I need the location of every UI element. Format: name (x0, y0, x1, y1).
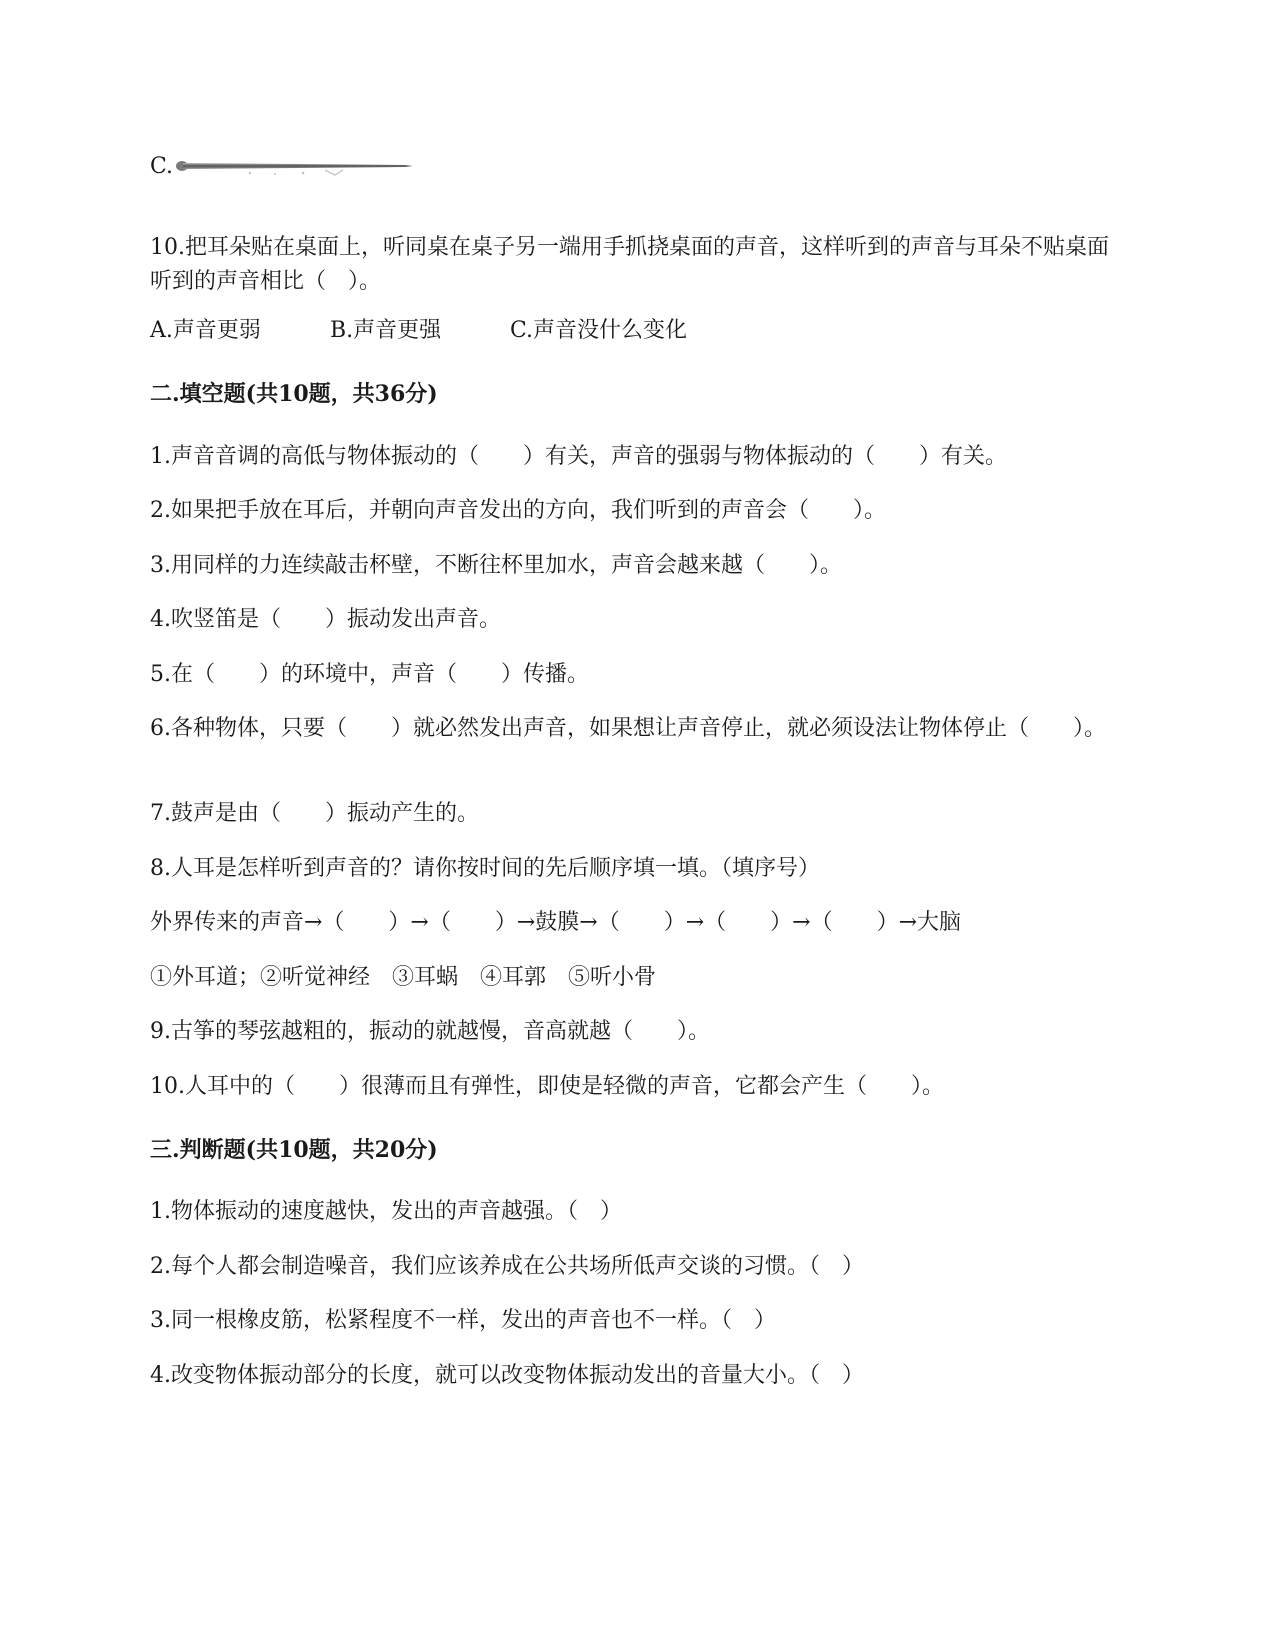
question-10-options (150, 314, 687, 348)
option-c: C.声音没什么变化 (510, 318, 688, 343)
fill-question-1: 1.声音音调的高低与物体振动的（ ）有关，声音的强弱与物体振动的（ ）有关。 (150, 444, 1007, 469)
fill-question-10: 10.人耳中的（ ）很薄而且有弹性，即使是轻微的声音，它都会产生（ ）。 (150, 1074, 944, 1099)
fill-question-3: 3.用同样的力连续敲击杯壁，不断往杯里加水，声音会越来越（ ）。 (150, 553, 842, 578)
question-10: 10.把耳朵贴在桌面上，听同桌在桌子另一端用手抓挠桌面的声音，这样听到的声音与耳朵不贴桌面听到的声音相比（ ）。 (150, 235, 1109, 294)
option-a: A.声音更弱 (150, 318, 261, 343)
fill-question-8-options: ①外耳道；②听觉神经 ③耳蜗 ④耳郭 ⑤听小骨 (150, 965, 657, 990)
q9-option-c-label: C. (150, 154, 174, 179)
section-2-heading: 二.填空题(共10题，共36分) (150, 381, 438, 407)
judge-question-2: 2.每个人都会制造噪音，我们应该养成在公共场所低声交谈的习惯。（ ） (150, 1254, 864, 1279)
fill-question-5: 5.在（ ）的环境中，声音（ ）传播。 (150, 662, 589, 687)
q9-option-c (150, 150, 173, 184)
fill-question-9: 9.古筝的琴弦越粗的，振动的就越慢，音高就越（ ）。 (150, 1019, 710, 1044)
judge-question-1: 1.物体振动的速度越快，发出的声音越强。（ ） (150, 1199, 622, 1224)
judge-question-3: 3.同一根橡皮筋，松紧程度不一样，发出的声音也不一样。（ ） (150, 1308, 776, 1333)
option-b: B.声音更强 (330, 318, 442, 343)
fill-question-7: 7.鼓声是由（ ）振动产生的。 (150, 801, 479, 826)
fill-question-4: 4.吹竖笛是（ ）振动发出声音。 (150, 607, 501, 632)
needle-image (175, 158, 415, 178)
fill-question-8-chain: 外界传来的声音→（ ）→（ ）→鼓膜→（ ）→（ ）→（ ）→大脑 (150, 910, 962, 935)
fill-question-6: 6.各种物体，只要（ ）就必然发出声音，如果想让声音停止，就必须设法让物体停止（ ）。 (150, 716, 1106, 741)
judge-question-4: 4.改变物体振动部分的长度，就可以改变物体振动发出的音量大小。（ ） (150, 1363, 864, 1388)
fill-question-2: 2.如果把手放在耳后，并朝向声音发出的方向，我们听到的声音会（ ）。 (150, 498, 886, 523)
fill-question-8: 8.人耳是怎样听到声音的？请你按时间的先后顺序填一填。（填序号） (150, 856, 820, 881)
section-3-heading: 三.判断题(共10题，共20分) (150, 1137, 438, 1163)
